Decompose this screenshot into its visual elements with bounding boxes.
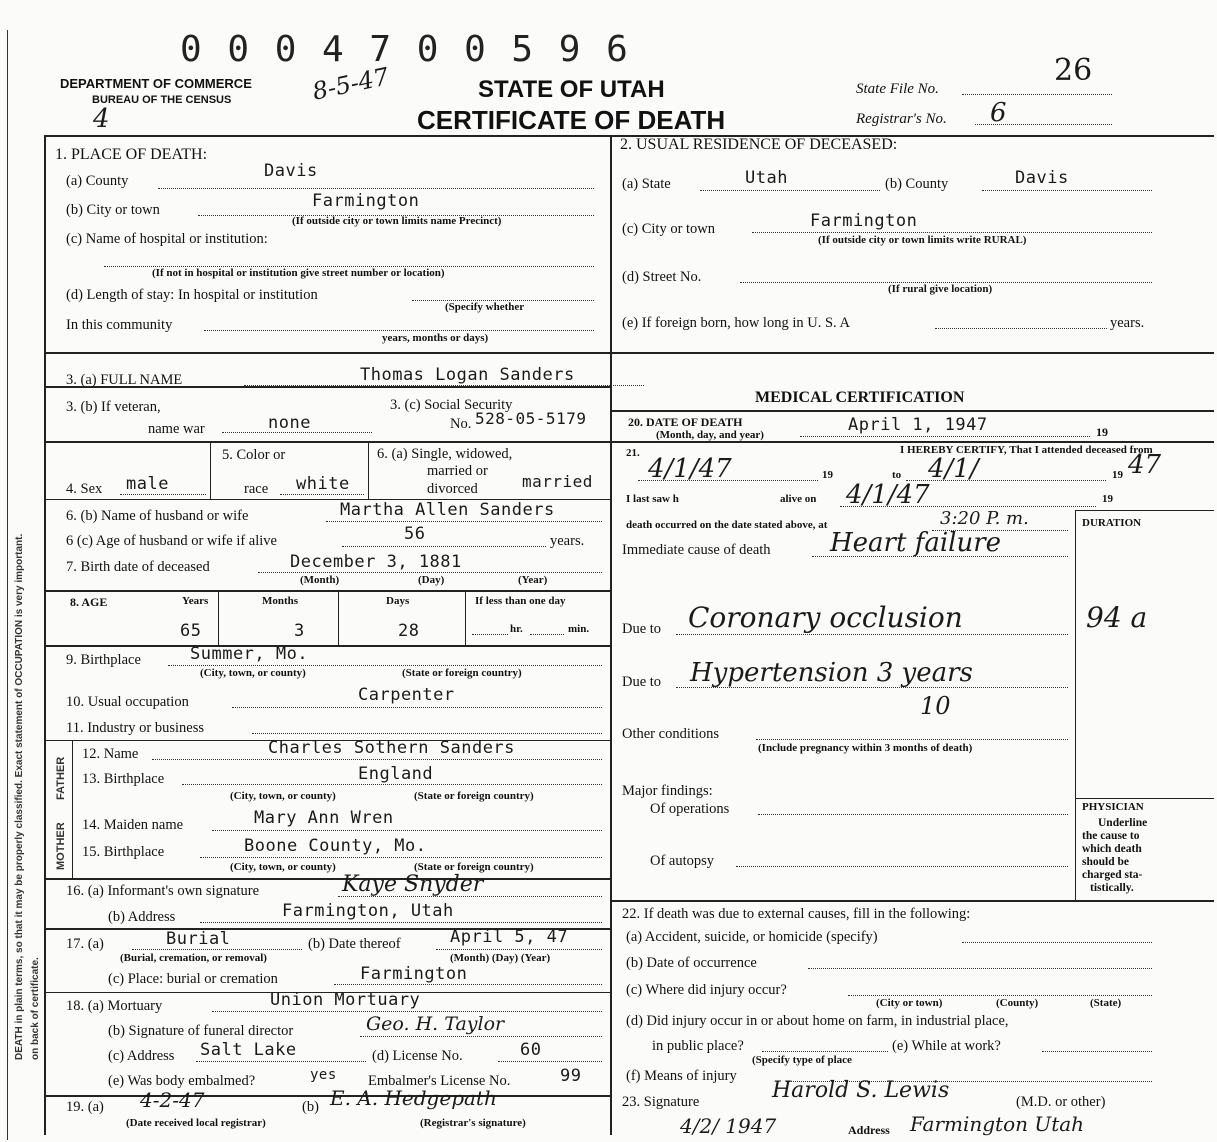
spouse-age-label: 6 (c) Age of husband or wife if alive [66, 533, 277, 549]
external-c-label: (c) Where did injury occur? [626, 982, 787, 998]
signature-date: 4/2/ 1947 [680, 1114, 777, 1138]
burial-date-line [436, 949, 602, 950]
res-county-label: (b) County [885, 176, 949, 192]
hospital-note: (If not in hospital or institution give street number or location) [152, 267, 445, 279]
mort-address-value: Salt Lake [200, 1040, 297, 1060]
certificate-title: CERTIFICATE OF DEATH [417, 105, 726, 135]
informant-address-label: (b) Address [108, 909, 176, 925]
attended-19-b: 19 [1112, 469, 1123, 481]
due-to-label-2: Due to [622, 674, 662, 690]
veteran-label-2: name war [148, 421, 205, 437]
spouse-age-years: years. [550, 533, 585, 549]
handwritten-date: 8-5-47 [309, 62, 392, 106]
external-d-label-1: (d) Did injury occur in or about home on farm, in industrial place, [626, 1013, 1009, 1029]
marital-value: married [522, 472, 593, 491]
other-label: Other conditions [622, 726, 720, 742]
alive-line [840, 506, 1096, 507]
death-date-line [800, 436, 1090, 437]
age-hr-line [472, 634, 508, 635]
age-months-value: 3 [294, 621, 305, 641]
serial-number: 0 0 0 4 7 0 0 5 9 6 [180, 29, 630, 70]
left-margin-note-2: on back of certificate. [30, 957, 41, 1060]
birthplace-value: Summer, Mo. [190, 644, 309, 664]
external-a-label: (a) Accident, suicide, or homicide (specify) [626, 929, 878, 945]
mother-name-line [212, 830, 602, 831]
burial-label: 17. (a) [66, 936, 104, 952]
item-21-label: 21. [626, 447, 640, 459]
mortuary-label: 18. (a) Mortuary [66, 998, 163, 1014]
birth-value: December 3, 1881 [290, 552, 462, 572]
md-label: (M.D. or other) [1016, 1094, 1106, 1110]
license-label: (d) License No. [372, 1048, 463, 1064]
divider-veteran [44, 441, 610, 443]
spouse-age-value: 56 [404, 524, 426, 544]
mortuary-line [212, 1011, 602, 1012]
due-to-value-2: Hypertension 3 years [690, 658, 973, 688]
community-line [204, 330, 594, 331]
center-divider [610, 135, 612, 1135]
residence-heading: 2. USUAL RESIDENCE OF DECEASED: [620, 136, 898, 153]
embalmed-value: yes [310, 1067, 337, 1083]
death-county-value: Davis [264, 161, 318, 181]
external-c-note-2: (County) [996, 997, 1039, 1009]
birth-label: 7. Birth date of deceased [66, 559, 210, 575]
father-birth-note-2: (State or foreign country) [414, 790, 534, 802]
age-col-2 [338, 590, 339, 645]
informant-sig-label: 16. (a) Informant's own signature [66, 883, 260, 899]
immediate-value: Heart failure [830, 528, 1002, 558]
full-name-label: 3. (a) FULL NAME [66, 372, 183, 388]
physician-note-5: charged sta- [1082, 869, 1143, 881]
race-line [280, 494, 364, 495]
divider-after-section-1 [44, 352, 1214, 354]
director-label: (b) Signature of funeral director [108, 1023, 294, 1039]
due-to-value-2b: 10 [920, 692, 951, 720]
age-col-3 [465, 590, 466, 645]
race-value: white [296, 474, 350, 494]
state-file-line [962, 94, 1112, 95]
attended-from-line [638, 480, 818, 481]
burial-date-note: (Month) (Day) (Year) [450, 952, 551, 964]
veteran-value: none [268, 413, 311, 433]
race-label: race [244, 481, 269, 497]
community-label: In this community [66, 317, 173, 333]
res-state-line [700, 190, 880, 191]
age-days-label: Days [386, 595, 410, 607]
other-line [756, 739, 1068, 740]
father-birth-note-1: (City, town, or county) [230, 790, 336, 802]
mother-side-label: MOTHER [55, 822, 67, 870]
external-c-note-3: (State) [1090, 997, 1122, 1009]
signature-label: 23. Signature [622, 1094, 700, 1110]
mort-address-line [196, 1061, 366, 1062]
father-side-label: FATHER [55, 756, 67, 800]
signature-address-label: Address [848, 1123, 890, 1137]
signature-value: Harold S. Lewis [772, 1078, 950, 1103]
embalmer-value: 99 [560, 1066, 582, 1086]
hospital-label: (c) Name of hospital or institution: [66, 231, 268, 247]
external-title: 22. If death was due to external causes, fill in the following: [622, 906, 971, 922]
age-less-label: If less than one day [475, 595, 566, 607]
age-hr-label: hr. [510, 623, 523, 635]
registrar-sig-note: (Registrar's signature) [420, 1117, 526, 1129]
external-f-label: (f) Means of injury [626, 1068, 737, 1084]
certify-text: I HEREBY CERTIFY, That I attended deceased from [900, 444, 1153, 456]
divider-death-date [610, 441, 1214, 443]
external-c-note-1: (City or town) [876, 997, 943, 1009]
res-city-label: (c) City or town [622, 221, 716, 237]
operations-line [758, 814, 1068, 815]
spouse-label: 6. (b) Name of husband or wife [66, 508, 249, 524]
divider-age-bottom [44, 645, 610, 647]
death-date-value: April 1, 1947 [848, 415, 988, 435]
burial-place-line [334, 984, 602, 985]
occurred-label: death occurred on the date stated above, at [626, 519, 828, 531]
physician-note-3: which death [1082, 843, 1142, 855]
physician-label: PHYSICIAN [1082, 801, 1144, 813]
color-label: 5. Color or [222, 447, 286, 463]
bureau-label: BUREAU OF THE CENSUS [92, 94, 232, 106]
res-city-note: (If outside city or town limits write RURAL) [818, 234, 1027, 246]
informant-address-value: Farmington, Utah [282, 901, 454, 921]
burial-place-label: (c) Place: burial or cremation [108, 971, 278, 987]
spouse-line [326, 521, 602, 522]
res-city-line [752, 232, 1152, 233]
registrar-sig-label: (b) [302, 1099, 319, 1115]
age-min-line [530, 634, 564, 635]
foreign-label: (e) If foreign born, how long in U. S. A [622, 315, 850, 331]
industry-line [252, 733, 602, 734]
occurred-value: 3:20 P. m. [940, 508, 1029, 529]
autopsy-label: Of autopsy [650, 853, 715, 869]
age-col-1 [218, 590, 219, 645]
foreign-line [935, 328, 1107, 329]
alive-label: alive on [780, 493, 817, 505]
physician-note-6: tistically. [1090, 882, 1134, 894]
mother-birth-line [200, 857, 602, 858]
external-d-note: (Specify type of place [752, 1054, 852, 1066]
attended-to-value: 4/1/ [928, 454, 979, 484]
years-note: years, months or days) [382, 332, 489, 344]
received-label: 19. (a) [66, 1099, 104, 1115]
attended-year: 47 [1128, 450, 1162, 480]
divider-race-left [210, 441, 211, 499]
external-e-line [1042, 1051, 1152, 1052]
external-b-label: (b) Date of occurrence [626, 955, 757, 971]
occupation-value: Carpenter [358, 685, 455, 705]
death-city-label: (b) City or town [66, 202, 160, 218]
death-date-nineteen: 19 [1096, 425, 1108, 439]
parents-bracket [72, 740, 73, 878]
alive-value: 4/1/47 [846, 480, 930, 510]
marital-label-3: divorced [427, 481, 478, 497]
received-note: (Date received local registrar) [126, 1117, 266, 1129]
ssn-label-1: 3. (c) Social Security [390, 397, 513, 413]
death-county-line [158, 188, 594, 189]
state-title: STATE OF UTAH [478, 76, 665, 103]
res-city-value: Farmington [810, 211, 918, 231]
last-saw-label: I last saw h [626, 493, 679, 505]
birth-year-note: (Year) [518, 574, 548, 586]
embalmer-label: Embalmer's License No. [368, 1073, 511, 1089]
father-birth-label: 13. Birthplace [82, 771, 165, 787]
burial-place-value: Farmington [360, 964, 468, 984]
mother-name-value: Mary Ann Wren [254, 808, 394, 828]
occupation-line [232, 707, 602, 708]
license-value: 60 [520, 1040, 542, 1060]
father-birth-value: England [358, 764, 434, 784]
physician-note-4: should be [1082, 856, 1129, 868]
res-county-line [982, 190, 1152, 191]
age-days-value: 28 [398, 621, 420, 641]
external-a-line [962, 942, 1152, 943]
burial-note: (Burial, cremation, or removal) [120, 952, 267, 964]
director-line [360, 1036, 602, 1037]
mother-birth-note-1: (City, town, or county) [230, 861, 336, 873]
left-margin-note: DEATH in plain terms, so that it may be properly classified. Exact statement of OCCUPATION is very important. [14, 533, 25, 1060]
sex-label: 4. Sex [66, 481, 103, 497]
death-city-note: (If outside city or town limits name Precinct) [292, 215, 502, 227]
birthplace-note-1: (City, town, or county) [200, 667, 306, 679]
divider-race-right [368, 441, 369, 499]
full-name-line [244, 385, 644, 386]
father-name-label: 12. Name [82, 746, 139, 762]
attended-19-a: 19 [822, 469, 833, 481]
sex-value: male [126, 474, 169, 494]
embalmed-label: (e) Was body embalmed? [108, 1073, 256, 1089]
autopsy-line [736, 866, 1068, 867]
state-file-value: 26 [1054, 53, 1093, 88]
death-date-note: (Month, day, and year) [656, 429, 764, 441]
veteran-label-1: 3. (b) If veteran, [66, 399, 161, 415]
left-margin-rule [7, 30, 8, 1140]
death-city-value: Farmington [312, 191, 420, 211]
birth-month-note: (Month) [300, 574, 340, 586]
divider-medical-title [610, 410, 1214, 412]
mother-name-label: 14. Maiden name [82, 817, 184, 833]
ssn-label-2: No. [450, 416, 472, 432]
physician-note-1: Underline [1098, 817, 1148, 829]
birth-line [258, 572, 602, 573]
other-note: (Include pregnancy within 3 months of death) [758, 742, 973, 754]
birthplace-note-2: (State or foreign country) [402, 667, 522, 679]
registrar-label: Registrar's No. [856, 111, 947, 127]
department-label: DEPARTMENT OF COMMERCE [60, 76, 252, 91]
informant-sig-value: Kaye Snyder [342, 872, 484, 897]
duration-value-1: 94 a [1086, 601, 1148, 634]
age-years-value: 65 [180, 621, 202, 641]
duration-top [1075, 510, 1214, 511]
mortuary-value: Union Mortuary [270, 990, 421, 1010]
spouse-age-line [342, 546, 546, 547]
license-line [498, 1061, 602, 1062]
duration-col [1075, 510, 1076, 900]
mother-birth-note-2: (State or foreign country) [414, 861, 534, 873]
foreign-years: years. [1110, 315, 1145, 331]
due-to-line-1 [676, 634, 1068, 635]
birthplace-label: 9. Birthplace [66, 652, 141, 668]
marital-label-1: 6. (a) Single, widowed, [377, 446, 513, 462]
ssn-value: 528-05-5179 [475, 409, 587, 428]
father-name-value: Charles Sothern Sanders [268, 738, 515, 758]
attended-from: 4/1/47 [648, 454, 732, 484]
burial-date-value: April 5, 47 [450, 927, 569, 947]
director-value: Geo. H. Taylor [366, 1013, 505, 1035]
burial-date-label: (b) Date thereof [308, 936, 401, 952]
divider-external [610, 900, 1214, 902]
due-to-label-1: Due to [622, 621, 662, 637]
attended-to-line [906, 480, 1106, 481]
immediate-label: Immediate cause of death [622, 542, 771, 558]
physician-note-2: the cause to [1082, 830, 1140, 842]
death-county-label: (a) County [66, 173, 129, 189]
res-state-value: Utah [745, 168, 788, 188]
mother-birth-value: Boone County, Mo. [244, 836, 427, 856]
due-to-value-1: Coronary occlusion [688, 601, 963, 634]
father-name-line [152, 759, 602, 760]
duration-label: DURATION [1082, 517, 1142, 529]
medical-title: MEDICAL CERTIFICATION [755, 389, 965, 406]
divider-registrar [44, 1095, 610, 1097]
res-county-value: Davis [1015, 168, 1069, 188]
informant-address-line [200, 922, 602, 923]
findings-label: Major findings: [622, 783, 713, 799]
mother-birth-label: 15. Birthplace [82, 844, 165, 860]
spouse-value: Martha Allen Sanders [340, 500, 555, 520]
burial-value: Burial [166, 929, 231, 949]
death-date-label: 20. DATE OF DEATH [628, 415, 743, 429]
physician-box-top [1075, 798, 1214, 799]
res-street-label: (d) Street No. [622, 269, 702, 285]
divider-age-top [44, 590, 610, 592]
full-name-value: Thomas Logan Sanders [360, 365, 575, 385]
corner-mark: 4 [93, 104, 110, 134]
occupation-label: 10. Usual occupation [66, 694, 189, 710]
stay-label: (d) Length of stay: In hospital or institution [66, 287, 318, 303]
industry-label: 11. Industry or business [66, 720, 205, 736]
attended-to-label: to [892, 469, 902, 481]
age-label: 8. AGE [70, 595, 108, 609]
registrar-sig-value: E. A. Hedgepath [330, 1086, 497, 1110]
birthplace-line [168, 665, 602, 666]
birth-day-note: (Day) [418, 574, 445, 586]
marital-label-2: married or [427, 463, 488, 479]
place-of-death-heading: 1. PLACE OF DEATH: [55, 146, 208, 163]
sex-line [120, 494, 206, 495]
external-b-line [808, 968, 1152, 969]
alive-19: 19 [1102, 493, 1113, 505]
external-e-label: (e) While at work? [892, 1038, 1001, 1054]
burial-line [132, 949, 302, 950]
divider-informant [44, 878, 610, 880]
state-file-label: State File No. [856, 81, 939, 97]
external-d-line [762, 1051, 888, 1052]
operations-label: Of operations [650, 801, 730, 817]
age-months-label: Months [262, 595, 299, 607]
age-min-label: min. [568, 623, 590, 635]
registrar-value: 6 [990, 98, 1007, 128]
signature-address-value: Farmington Utah [910, 1112, 1085, 1136]
mort-address-label: (c) Address [108, 1048, 175, 1064]
frame-left [44, 135, 46, 1135]
age-years-label: Years [182, 595, 209, 607]
father-birth-line [182, 784, 602, 785]
specify-note: (Specify whether [445, 301, 525, 313]
received-value: 4-2-47 [140, 1088, 205, 1112]
external-d-label-2: in public place? [652, 1038, 744, 1054]
res-street-note: (If rural give location) [888, 283, 993, 295]
res-state-label: (a) State [622, 176, 671, 192]
external-c-line [848, 995, 1152, 996]
